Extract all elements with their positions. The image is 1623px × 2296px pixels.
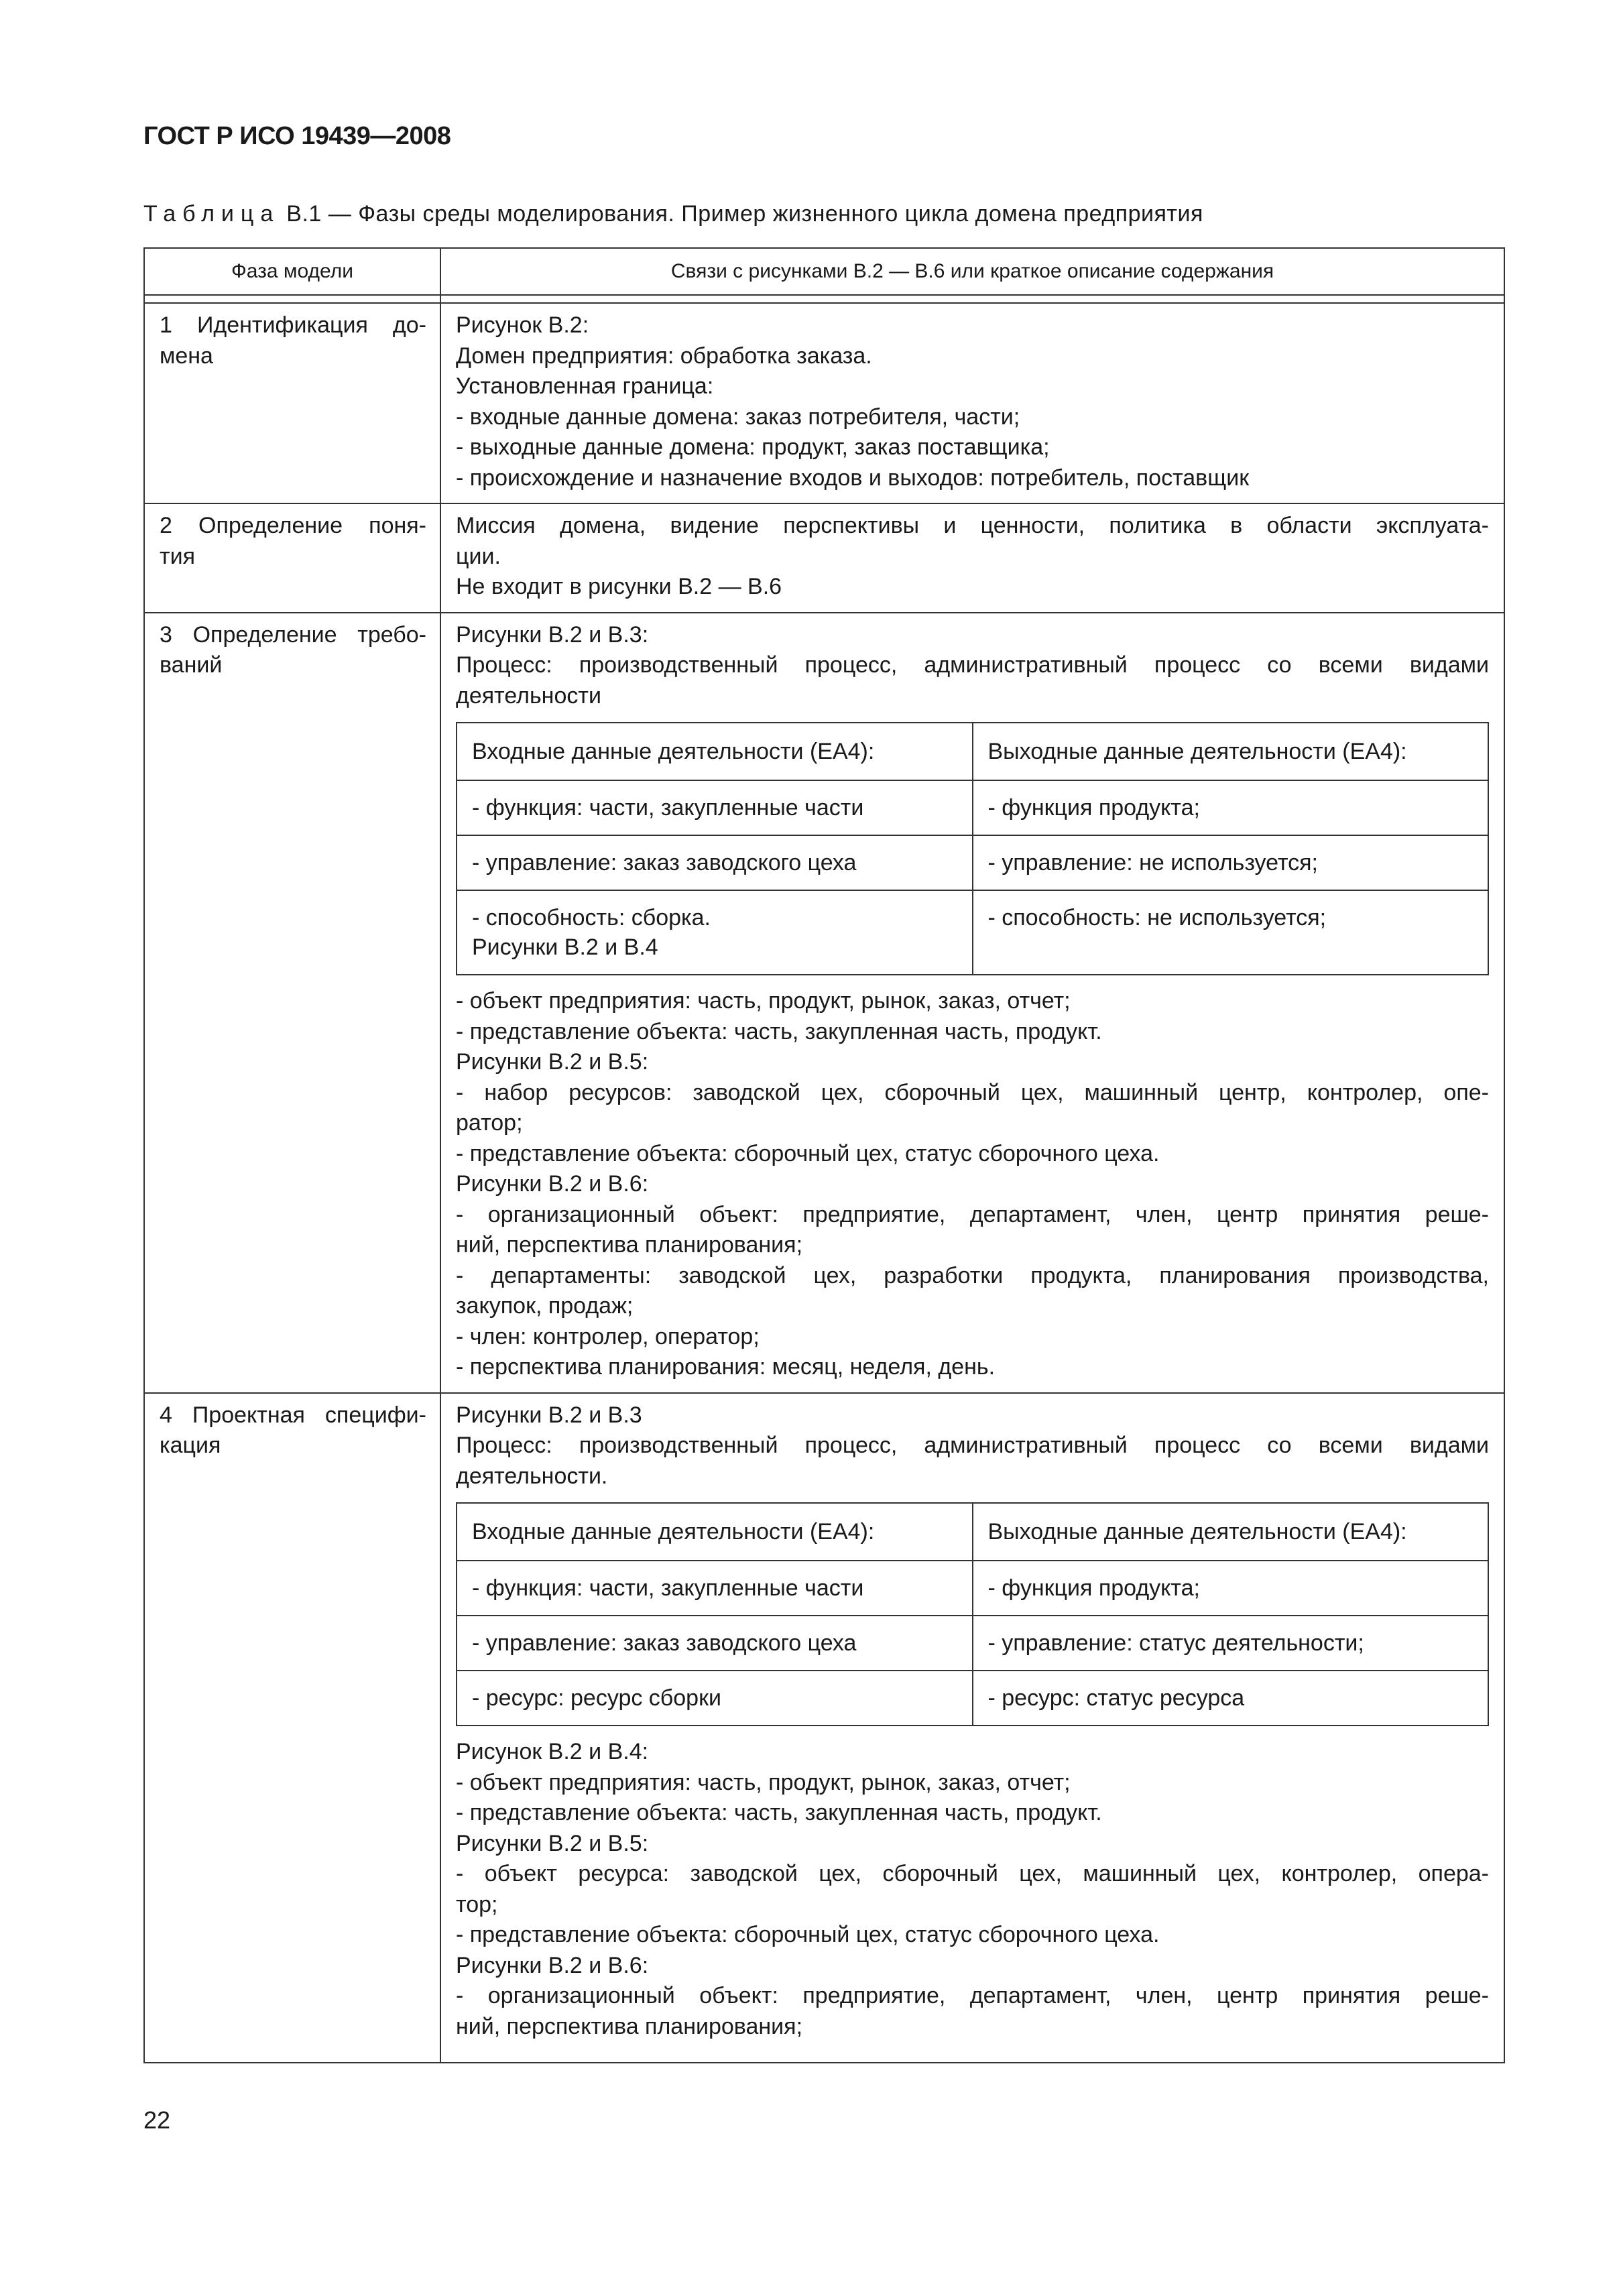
phase-cell: 4 Проектная специфи- кация xyxy=(144,1393,440,2063)
table-row xyxy=(144,613,1504,1393)
description-cell: Миссия домена, видение перспективы и ценности, политика в области эксплуата- ции. Не входит в рисунки В.2 — В.6 xyxy=(440,503,1504,613)
document-header: ГОСТ Р ИСО 19439—2008 xyxy=(143,122,451,150)
table-caption xyxy=(143,201,1203,227)
description-cell: Рисунки В.2 и В.3: Процесс: производственный процесс, административный процесс со всеми видами деятельности Входные данные деятельности (ЕА4): Выходные данные деятельности (ЕА4): - функция: части, закупленные части - функция продукта; - управление: заказ заводского цеха - управление: не используется; - способность: сборка. Рисунки В.2 и В.4 - способность: не используется; - объект предприятия: часть, продукт, рынок, заказ, отчет; - представление объекта: часть, закупленная часть, продукт. Рисунки В.2 и В.5: - набор ресурсов: заводской цех, сборочный цех, машинный центр, контролер, опе- ратор; - представление объекта: сборочный цех, статус сборочного цеха. Рисунки В.2 и В.6: - организационный объект: предприятие, департамент, член, центр принятия реше- ний, перспектива планирования; - департаменты: заводской цех, разработки продукта, планирования производства, закупок, продаж; - член: контролер, оператор; - перспектива планирования: месяц, неделя, день. xyxy=(440,613,1504,1393)
description-cell: Рисунки В.2 и В.3 Процесс: производственный процесс, административный процесс со всеми видами деятельности. Входные данные деятельности (ЕА4): Выходные данные деятельности (ЕА4): - функция: части, закупленные части - функция продукта; - управление: заказ заводского цеха - управление: статус деятельности; - ресурс: ресурс сборки - ресурс: статус ресурса Рисунок В.2 и В.4: - объект предприятия: часть, продукт, рынок, заказ, отчет; - представление объекта: часть, закупленная часть, продукт. Рисунки В.2 и В.5: - объект ресурса: заводской цех, сборочный цех, машинный цех, контролер, опера- тор; - представление объекта: сборочный цех, статус сборочного цеха. Рисунки В.2 и В.6: - организационный объект: предприятие, департамент, член, центр принятия реше- ний, перспектива планирования; xyxy=(440,1393,1504,2063)
inner-header-row: Входные данные деятельности (ЕА4): Выходные данные деятельности (ЕА4): xyxy=(457,1503,1488,1561)
inner-row: - управление: заказ заводского цеха - управление: статус деятельности; xyxy=(457,1616,1488,1671)
header-phase: Фаза модели xyxy=(144,248,440,295)
table-header-row xyxy=(144,248,1504,295)
phase-cell: 1 Идентификация до- мена xyxy=(144,303,440,503)
table-row xyxy=(144,1393,1504,2063)
inner-header-row: Входные данные деятельности (ЕА4): Выходные данные деятельности (ЕА4): xyxy=(457,723,1488,780)
phase-cell: 2 Определение поня- тия xyxy=(144,503,440,613)
table-row xyxy=(144,303,1504,503)
caption-prefix: Таблица xyxy=(143,201,280,227)
description-cell: Рисунок В.2: Домен предприятия: обработка заказа. Установленная граница: - входные данные домена: заказ потребителя, части; - выходные данные домена: продукт, заказ поставщика; - происхождение и назначение входов и выходов: потребитель, поставщик xyxy=(440,303,1504,503)
inner-row: - ресурс: ресурс сборки - ресурс: статус ресурса xyxy=(457,1671,1488,1726)
table-row xyxy=(144,503,1504,613)
header-description: Связи с рисунками В.2 — В.6 или краткое описание содержания xyxy=(440,248,1504,295)
caption-text: В.1 — Фазы среды моделирования. Пример жизненного цикла домена предприятия xyxy=(286,201,1203,227)
phase-cell: 3 Определение требо- ваний xyxy=(144,613,440,1393)
inner-row: - функция: части, закупленные части - функция продукта; xyxy=(457,780,1488,835)
page-number: 22 xyxy=(143,2106,171,2134)
inner-row: - способность: сборка. Рисунки В.2 и В.4 - способность: не используется; xyxy=(457,890,1488,975)
activity-io-table xyxy=(456,722,1489,975)
inner-row: - управление: заказ заводского цеха - управление: не используется; xyxy=(457,835,1488,890)
activity-io-table xyxy=(456,1502,1489,1726)
phases-table xyxy=(143,247,1505,2063)
inner-row: - функция: части, закупленные части - функция продукта; xyxy=(457,1561,1488,1616)
